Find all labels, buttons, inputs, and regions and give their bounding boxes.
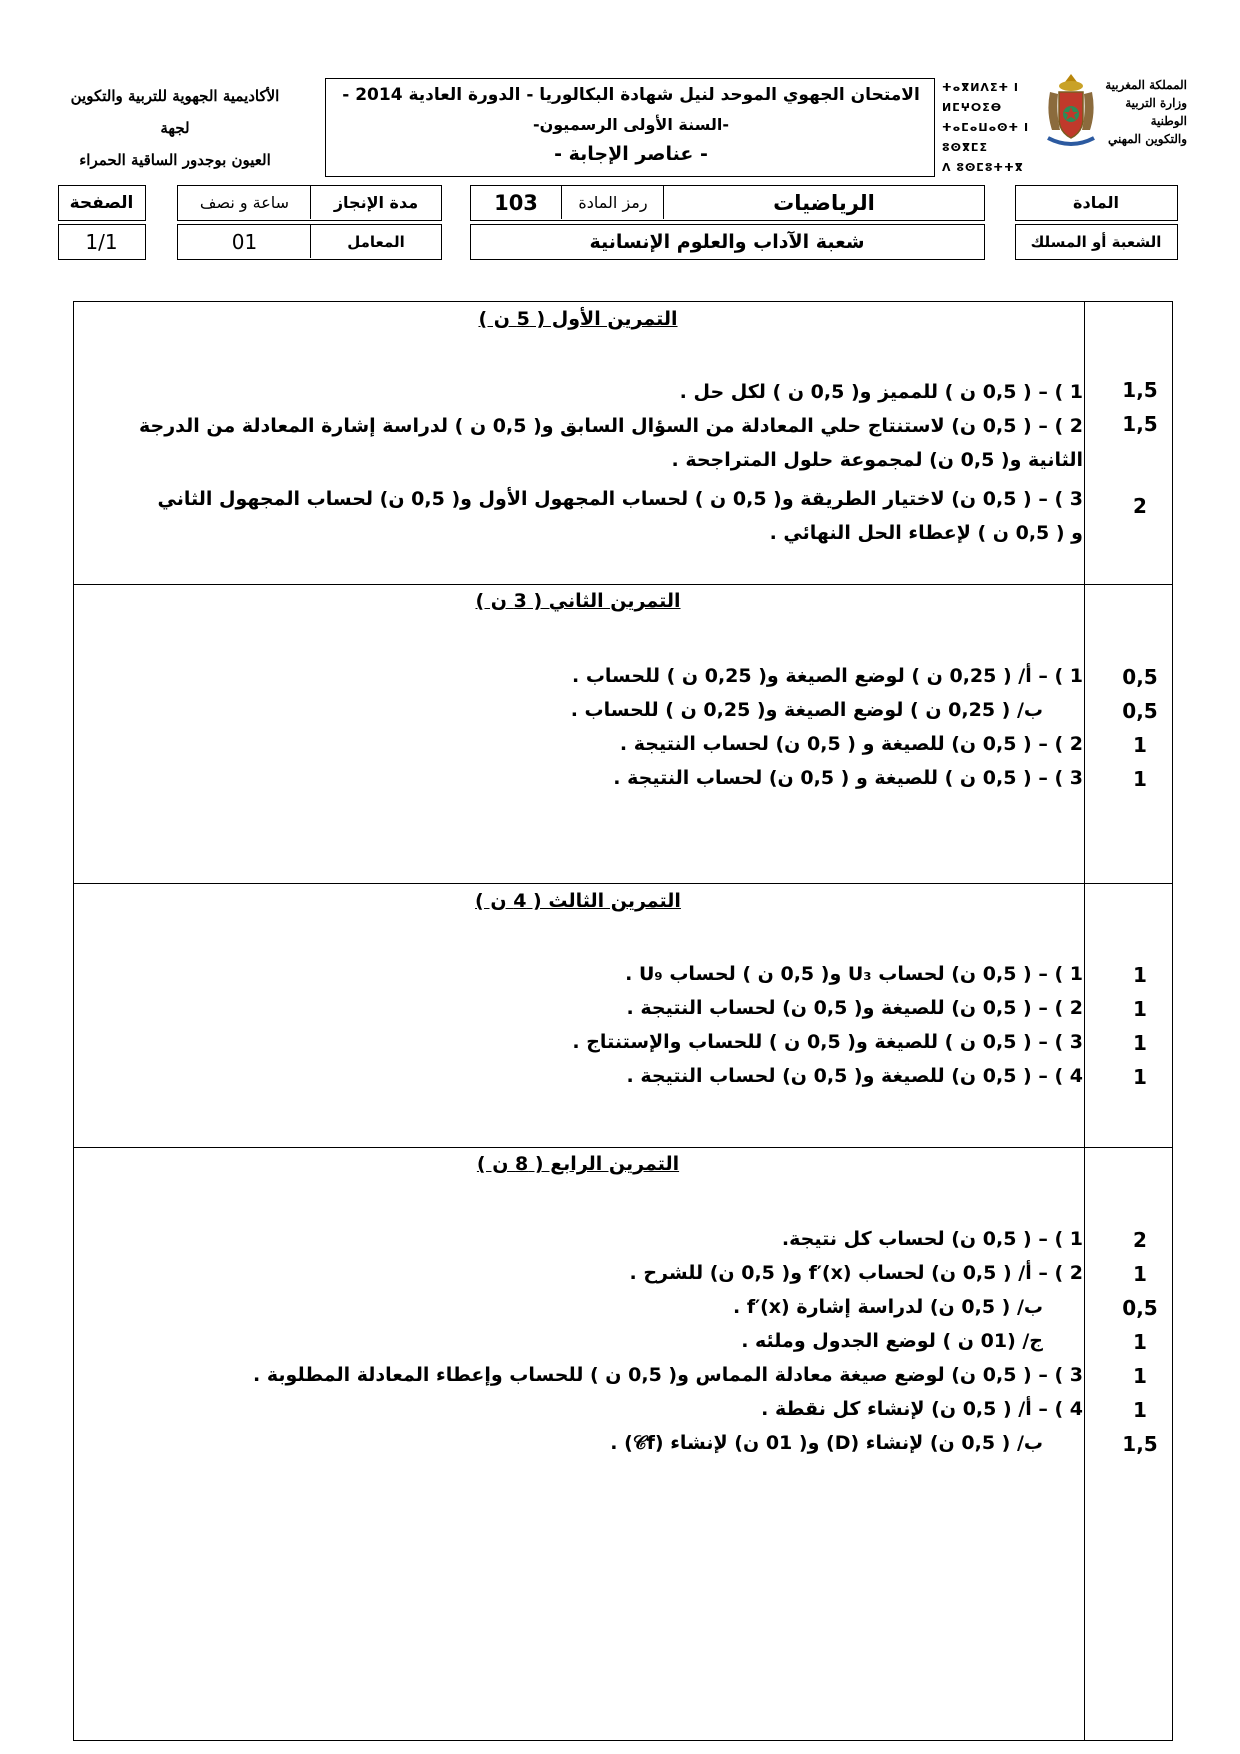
exercise-4-item-1: 1 ) – ( 0,5 ن) لحساب كل نتيجة. bbox=[781, 1228, 1083, 1250]
exercise-4-item-2b: ب/ ( 0,5 ن) لدراسة إشارة f′(x) . bbox=[733, 1296, 1043, 1318]
exercise-4-item-3: 3 ) – ( 0,5 ن) لوضع صيغة معادلة المماس و( 0,5 ن ) للحساب وإعطاء المعادلة المطلوبة . bbox=[253, 1364, 1083, 1386]
exercise-4-item-4a: 4 ) – أ/ ( 0,5 ن) لإنشاء كل نقطة . bbox=[761, 1398, 1083, 1420]
ministry-name-tifinagh bbox=[942, 78, 1037, 178]
duration-label: مدة الإنجاز bbox=[333, 193, 419, 212]
exercise-4-mark-3: 0,5 bbox=[1122, 1296, 1158, 1320]
exercise-3-title: التمرين الثالث ( 4 ن ) bbox=[475, 890, 681, 912]
branch-box bbox=[470, 224, 985, 260]
subject-code-value: 103 bbox=[494, 190, 538, 215]
page-label: الصفحة bbox=[69, 192, 134, 213]
exercise-2-title: التمرين الثاني ( 3 ن ) bbox=[475, 590, 681, 612]
ministry-ar-line-1: المملكة المغربية bbox=[1105, 78, 1187, 92]
page-value-cell bbox=[58, 224, 146, 260]
exercise-1-item-2: 2 ) – ( 0,5 ن) لاستنتاج حلي المعادلة من السؤال السابق و( 0,5 ن ) لدراسة إشارة المعادلة من الدرجة bbox=[139, 415, 1083, 437]
ministry-ar-line-3: والتكوين المهني bbox=[1108, 132, 1187, 146]
exercise-4-mark-6: 1 bbox=[1133, 1398, 1147, 1422]
exam-title-line-3: - عناصر الإجابة - bbox=[554, 143, 708, 165]
coefficient-value: 01 bbox=[231, 229, 258, 254]
exercise-1-mark-3: 2 bbox=[1133, 494, 1147, 518]
exercise-3-mark-4: 1 bbox=[1133, 1065, 1147, 1089]
ministry-logo-block bbox=[942, 72, 1187, 174]
exercise-2-mark-1: 0,5 bbox=[1122, 665, 1158, 689]
page-label-cell bbox=[58, 185, 146, 221]
exercise-2-mark-2: 0,5 bbox=[1122, 699, 1158, 723]
exam-title-line-1: الامتحان الجهوي الموحد لنيل شهادة البكالوريا - الدورة العادية 2014 - bbox=[342, 85, 920, 105]
subject-label: المادة bbox=[1073, 193, 1119, 212]
coefficient-box bbox=[177, 224, 442, 260]
exercise-1-mark-2: 1,5 bbox=[1122, 412, 1158, 436]
exercise-4-item-2c: ج/ (01 ن ) لوضع الجدول وملئه . bbox=[741, 1330, 1043, 1352]
branch-label: الشعبة أو المسلك bbox=[1030, 232, 1162, 251]
exercise-2-item-2: 2 ) – ( 0,5 ن) للصيغة و ( 0,5 ن) لحساب النتيجة . bbox=[619, 733, 1083, 755]
exercise-3-mark-1: 1 bbox=[1133, 963, 1147, 987]
page-value: 1/1 bbox=[85, 229, 118, 254]
exercise-4-mark-5: 1 bbox=[1133, 1364, 1147, 1388]
exercise-3-item-1: 1 ) – ( 0,5 ن) لحساب U₃ و( 0,5 ن ) لحساب U₉ . bbox=[625, 963, 1083, 985]
exercise-4-mark-7: 1,5 bbox=[1122, 1432, 1158, 1456]
exercise-3-item-4: 4 ) – ( 0,5 ن) للصيغة و( 0,5 ن) لحساب النتيجة . bbox=[626, 1065, 1083, 1087]
exercise-2-mark-4: 1 bbox=[1133, 767, 1147, 791]
duration-value: ساعة و نصف bbox=[199, 193, 290, 212]
exercise-4-mark-4: 1 bbox=[1133, 1330, 1147, 1354]
exercise-4-mark-1: 2 bbox=[1133, 1228, 1147, 1252]
exercise-1-item-3: 3 ) – ( 0,5 ن) لاختيار الطريقة و( 0,5 ن ) لحساب المجهول الأول و( 0,5 ن) لحساب المجهول الثاني bbox=[157, 488, 1083, 510]
exercise-2-item-1a: 1 ) – أ/ ( 0,25 ن ) لوضع الصيغة و( 0,25 ن ) للحساب . bbox=[572, 665, 1083, 687]
subject-value: الرياضيات bbox=[773, 190, 875, 215]
academy-line-1: الأكاديمية الجهوية للتربية والتكوين لجهة bbox=[70, 87, 280, 137]
exercise-1-item-2-cont: الثانية و( 0,5 ن) لمجموعة حلول المتراجحة . bbox=[671, 449, 1083, 471]
exercise-1-item-1: 1 ) – ( 0,5 ن ) للمميز و( 0,5 ن ) لكل حل . bbox=[679, 381, 1083, 403]
subject-box bbox=[470, 185, 985, 221]
exercise-3-item-2: 2 ) – ( 0,5 ن) للصيغة و( 0,5 ن) لحساب النتيجة . bbox=[626, 997, 1083, 1019]
exercise-2-item-3: 3 ) – ( 0,5 ن ) للصيغة و ( 0,5 ن) لحساب النتيجة . bbox=[613, 767, 1083, 789]
exam-title-box bbox=[325, 78, 935, 177]
ministry-name-arabic bbox=[1097, 76, 1187, 148]
exercise-2-item-1b: ب/ ( 0,25 ن ) لوضع الصيغة و( 0,25 ن ) للحساب . bbox=[570, 699, 1043, 721]
exercise-4-item-2a: 2 ) – أ/ ( 0,5 ن) لحساب f′(x) و( 0,5 ن) للشرح . bbox=[629, 1262, 1083, 1284]
ministry-ar-line-2: وزارة التربية الوطنية bbox=[1125, 96, 1187, 128]
exam-title-line-2: -السنة الأولى الرسميون- bbox=[532, 115, 730, 134]
tifinagh-line-2: ⵜⴰⵎⴰⵡⴰⵙⵜ ⵏ ⵓⵙⴳⵎⵉ bbox=[942, 121, 1030, 154]
exercise-3-mark-3: 1 bbox=[1133, 1031, 1147, 1055]
exercise-1-mark-1: 1,5 bbox=[1122, 378, 1158, 402]
exercise-4-mark-2: 1 bbox=[1133, 1262, 1147, 1286]
exercise-2-mark-3: 1 bbox=[1133, 733, 1147, 757]
academy-line-2: العيون بوجدور الساقية الحمراء bbox=[79, 151, 271, 169]
coat-of-arms-icon bbox=[1042, 72, 1100, 150]
coefficient-label: المعامل bbox=[347, 232, 405, 251]
exercise-3-mark-2: 1 bbox=[1133, 997, 1147, 1021]
exercise-3-item-3: 3 ) – ( 0,5 ن ) للصيغة و( 0,5 ن ) للحساب والإستنتاج . bbox=[572, 1031, 1083, 1053]
exercise-1-item-3-cont: و ( 0,5 ن ) لإعطاء الحل النهائي . bbox=[769, 522, 1083, 544]
subject-label-cell bbox=[1015, 185, 1178, 221]
tifinagh-line-3: ⴷ ⵓⵙⵎⵓⵜⵜⴳ bbox=[942, 161, 1024, 174]
duration-box bbox=[177, 185, 442, 221]
branch-value: شعبة الآداب والعلوم الإنسانية bbox=[589, 230, 865, 253]
branch-label-cell bbox=[1015, 224, 1178, 260]
exercise-4-title: التمرين الرابع ( 8 ن ) bbox=[476, 1153, 680, 1175]
academy-name bbox=[55, 80, 295, 176]
exercise-4-item-4b: ب/ ( 0,5 ن) لإنشاء (D) و( 01 ن) لإنشاء (𝒞f) . bbox=[610, 1432, 1043, 1454]
subject-code-label: رمز المادة bbox=[578, 193, 648, 212]
exercise-1-title: التمرين الأول ( 5 ن ) bbox=[478, 308, 678, 330]
tifinagh-line-1: ⵜⴰⴳⵍⴷⵉⵜ ⵏ ⵍⵎⵖⵔⵉⴱ bbox=[942, 81, 1020, 114]
